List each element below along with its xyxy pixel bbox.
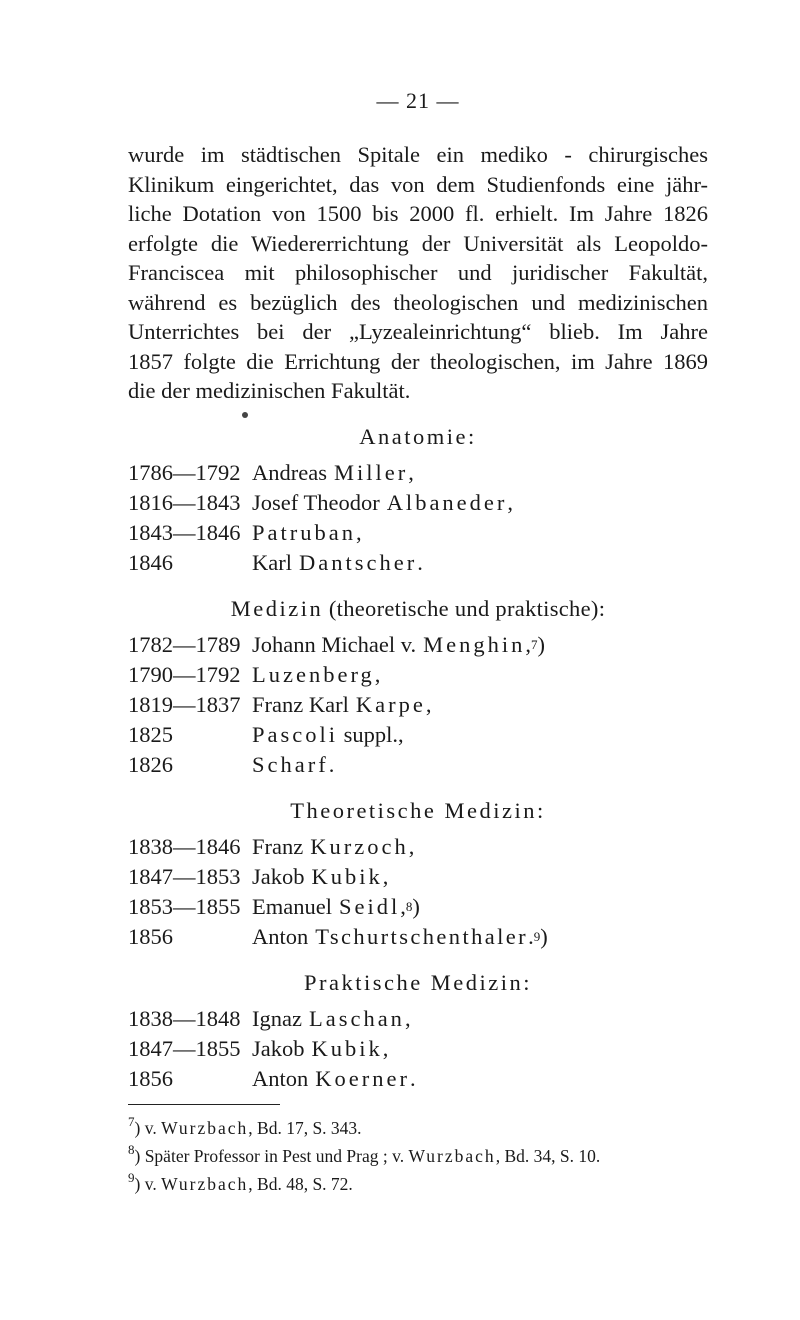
list-item: [128, 1064, 708, 1094]
footnote: $^7$) v. Wurzbach, Bd. 17, S. 343.: [128, 1113, 362, 1138]
entry-years: 1838—1846: [128, 833, 241, 859]
entry-given-name: Josef Theodor: [252, 489, 380, 515]
section-medizin: [128, 596, 708, 780]
entry-surname: Seidl: [338, 893, 401, 919]
entry-suffix: ,: [408, 459, 414, 485]
footnote-rest: , Bd. 17, S. 343.: [248, 1117, 362, 1138]
list-item: [128, 832, 708, 862]
entry-given-name: Jakob: [252, 863, 305, 889]
paragraph-line: Franciscea mit philosophischer und juridischer Fakultät,: [128, 260, 708, 285]
entry-surname: Pascoli: [252, 721, 338, 747]
entry-years: 1856: [128, 923, 173, 949]
entry-suffix: ,: [382, 1035, 389, 1061]
entry-surname: Menghin: [423, 631, 526, 657]
entry-surname: Dantscher: [298, 549, 418, 575]
entry-years: 1856: [128, 1065, 173, 1091]
entry-years: 1786—1792: [128, 459, 241, 485]
entry-surname: Kurzoch: [310, 833, 409, 859]
entry-given-name: Johann Michael v.: [252, 631, 417, 657]
entry-years: 1847—1855: [128, 1035, 241, 1061]
section-theoretische-medizin: [128, 798, 708, 952]
entry-given-name: Emanuel: [252, 893, 332, 919]
entry-surname: Kubik: [311, 863, 383, 889]
entry-suffix: ,: [404, 1005, 411, 1031]
section-praktische-medizin: [128, 970, 708, 1094]
entry-years: 1853—1855: [128, 893, 241, 919]
entry-given-name: Franz: [252, 833, 304, 859]
entry-surname: Luzenberg: [252, 661, 375, 687]
section-heading: Anatomie:: [359, 423, 477, 449]
list-item: [128, 518, 708, 548]
entry-suffix: ,: [382, 863, 389, 889]
section-heading: [128, 596, 708, 622]
footnote-author: Wurzbach: [161, 1117, 249, 1138]
entry-years: 1825: [128, 721, 173, 747]
entry-surname: Scharf: [252, 751, 329, 777]
entry-suffix: ,: [507, 489, 514, 515]
entry-years: 1782—1789: [128, 631, 241, 657]
document-page: [128, 88, 708, 1195]
entry-suffix: ,: [400, 893, 406, 919]
entry-surname: Patruban: [252, 519, 356, 545]
entry-years: 1826: [128, 751, 173, 777]
list-item: [128, 862, 708, 892]
entry-after: ): [537, 631, 545, 657]
entry-given-name: Anton: [252, 923, 309, 949]
list-item: [128, 1034, 708, 1064]
entry-surname: Tschurtschenthaler: [315, 923, 529, 949]
intro-paragraph: [128, 140, 708, 406]
list-item: [128, 548, 708, 578]
entry-surname: Karpe: [355, 691, 426, 717]
entry-suffix: ,: [374, 661, 381, 687]
entry-suffix: .: [409, 1065, 416, 1091]
paragraph-line: liche Dotation von 1500 bis 2000 fl. erhielt. Im Jahre 1826: [128, 201, 708, 226]
entry-years: 1843—1846: [128, 519, 241, 545]
footnote-rest: , Bd. 48, S. 72.: [248, 1173, 353, 1194]
footnote: $^8$) Später Professor in Pest und Prag ; v. Wurzbach, Bd. 34, S. 10.: [128, 1141, 601, 1166]
entry-years: 1819—1837: [128, 691, 241, 717]
entry-given-name: Andreas: [252, 459, 327, 485]
list-item: [128, 892, 708, 922]
entry-surname: Miller: [333, 459, 409, 485]
entry-suffix: .: [417, 549, 423, 575]
section-anatomie: [128, 424, 708, 578]
footnote-pre: Später Professor in Pest und Prag ; v.: [144, 1145, 405, 1166]
paragraph-line: während es bezüglich des theologischen und medizinischen: [128, 289, 708, 315]
section-heading: Praktische Medizin:: [303, 969, 533, 995]
entry-after: ): [540, 923, 548, 949]
footnote-ref: 8: [405, 898, 413, 914]
entry-given-name: Franz Karl: [252, 691, 349, 717]
entry-suffix: .: [528, 923, 534, 949]
footnote: $^9$) v. Wurzbach, Bd. 48, S. 72.: [128, 1169, 353, 1194]
entry-surname: Kubik: [311, 1035, 383, 1061]
entry-surname: Koerner: [315, 1065, 410, 1091]
paragraph-line: Unterrichtes bei der „Lyzealeinrichtung“ blieb. Im Jahre: [128, 319, 708, 344]
footnote-rest: , Bd. 34, S. 10.: [495, 1145, 601, 1166]
list-item: [128, 690, 708, 720]
list-item: [128, 750, 708, 780]
page-number: — 21 —: [376, 88, 460, 113]
footnote-mark: 9: [128, 1169, 135, 1185]
footnote-mark: 8: [128, 1141, 135, 1157]
separator-dot: [242, 412, 248, 418]
paragraph-line: erfolgte die Wiedererrichtung der Universität als Leopoldo-: [128, 230, 708, 256]
entry-surname: Albaneder: [386, 489, 508, 515]
footnotes: [128, 1111, 708, 1195]
entry-years: 1790—1792: [128, 661, 241, 687]
entry-years: 1816—1843: [128, 489, 241, 515]
list-item: [128, 1004, 708, 1034]
entry-suffix: suppl.,: [338, 721, 404, 747]
footnote-author: Wurzbach: [408, 1145, 496, 1166]
list-item: [128, 630, 708, 660]
entry-suffix: ,: [355, 519, 362, 545]
paragraph-line: die der medizinischen Fakultät.: [128, 378, 411, 403]
paragraph-line: Klinikum eingerichtet, das von dem Studienfonds eine jähr-: [128, 171, 708, 197]
footnote-ref: 9: [533, 928, 541, 944]
footnote-ref: 7: [531, 636, 538, 652]
list-item: [128, 458, 708, 488]
entry-years: 1847—1853: [128, 863, 241, 889]
entry-years: 1846: [128, 549, 173, 575]
entry-surname: Laschan: [308, 1005, 405, 1031]
entry-given-name: Anton: [252, 1065, 309, 1091]
list-item: [128, 660, 708, 690]
entry-suffix: .: [328, 751, 335, 777]
section-heading: Theoretische Medizin:: [290, 797, 546, 823]
footnote-mark: 7: [128, 1113, 135, 1129]
list-item: [128, 720, 708, 750]
entry-years: 1838—1848: [128, 1005, 241, 1031]
entry-suffix: ,: [525, 631, 531, 657]
entry-suffix: ,: [408, 833, 415, 859]
paragraph-line: wurde im städtischen Spitale ein mediko - chirurgisches: [128, 142, 708, 167]
section-heading-extra: (theoretische und praktische):: [328, 595, 606, 621]
footnote-pre: v.: [144, 1117, 157, 1138]
entry-suffix: ,: [425, 691, 432, 717]
footnote-author: Wurzbach: [161, 1173, 249, 1194]
footnote-pre: v.: [144, 1173, 157, 1194]
entry-after: ): [412, 893, 420, 919]
entry-given-name: Ignaz: [252, 1005, 302, 1031]
list-item: [128, 922, 708, 952]
entry-given-name: Jakob: [252, 1035, 305, 1061]
paragraph-line: 1857 folgte die Errichtung der theologischen, im Jahre 1869: [128, 348, 708, 374]
section-heading-main: Medizin: [230, 595, 324, 621]
list-item: [128, 488, 708, 518]
entry-given-name: Karl: [252, 549, 292, 575]
footnote-divider: [128, 1104, 280, 1105]
